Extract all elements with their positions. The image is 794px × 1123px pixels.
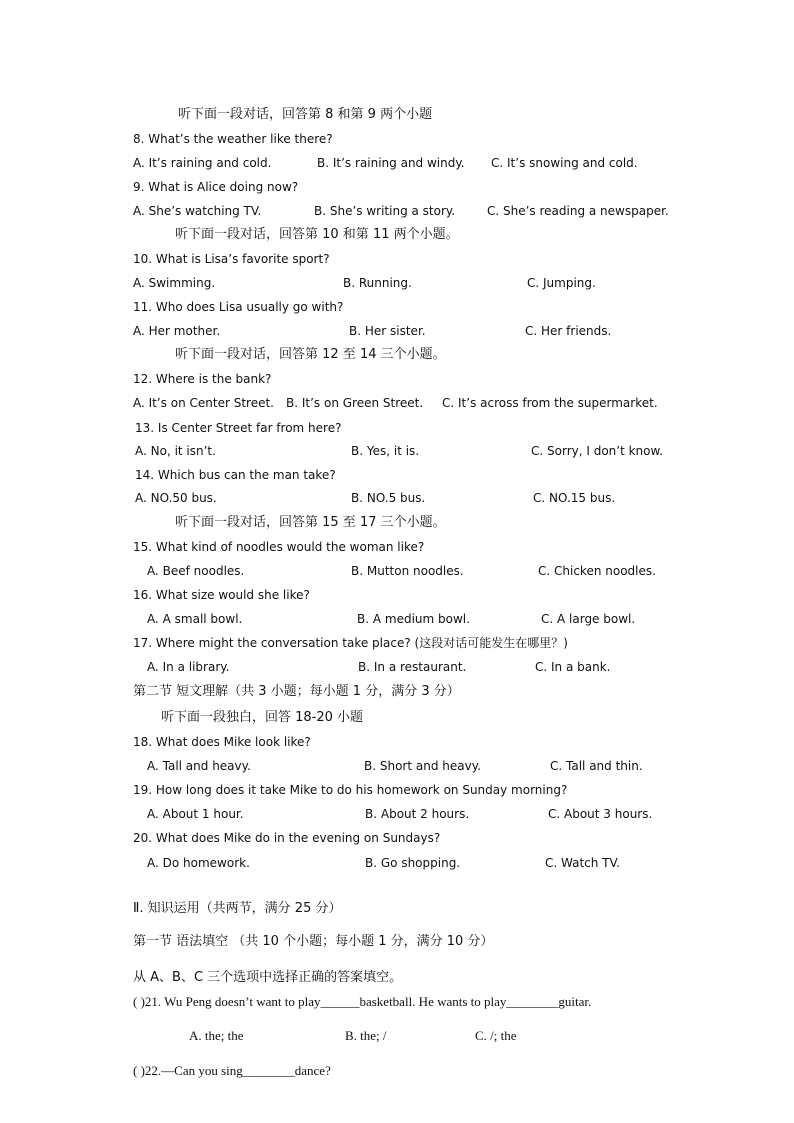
q8-option-c: C. It’s snowing and cold. [491, 156, 638, 170]
q19-option-c: C. About 3 hours. [548, 807, 653, 821]
q9-option-b: B. She’s writing a story. [314, 204, 456, 218]
q17-option-c: C. In a bank. [535, 660, 611, 674]
q14-option-b: B. NO.5 bus. [351, 491, 426, 505]
q11-option-c: C. Her friends. [525, 324, 612, 338]
question-9: 9. What is Alice doing now? [133, 180, 299, 194]
q18-option-b: B. Short and heavy. [364, 759, 481, 773]
q13-option-a: A. No, it isn’t. [135, 444, 216, 458]
q12-option-a: A. It’s on Center Street. [133, 396, 274, 410]
intro-10-11: 听下面一段对话，回答第 10 和第 11 两个小题。 [175, 227, 459, 242]
question-20: 20. What does Mike do in the evening on Sundays? [133, 831, 441, 845]
q8-option-b: B. It’s raining and windy. [317, 156, 465, 170]
q11-option-b: B. Her sister. [349, 324, 426, 338]
section2-title: 第二节 短文理解（共 3 小题；每小题 1 分，满分 3 分） [133, 684, 460, 699]
question-12: 12. Where is the bank? [133, 372, 272, 386]
q10-option-b: B. Running. [343, 276, 412, 290]
q12-option-c: C. It’s across from the supermarket. [442, 396, 658, 410]
q18-option-a: A. Tall and heavy. [147, 759, 251, 773]
q18-option-c: C. Tall and thin. [550, 759, 643, 773]
question-17: 17. Where might the conversation take place? (这段对话可能发生在哪里？) [133, 636, 568, 650]
intro-15-17: 听下面一段对话，回答第 15 至 17 三个小题。 [175, 515, 446, 530]
question-15: 15. What kind of noodles would the woman like? [133, 540, 425, 554]
q20-option-a: A. Do homework. [147, 856, 250, 870]
q9-option-c: C. She’s reading a newspaper. [487, 204, 669, 218]
question-10: 10. What is Lisa’s favorite sport? [133, 252, 330, 266]
q12-option-b: B. It’s on Green Street. [286, 396, 424, 410]
q16-option-a: A. A small bowl. [147, 612, 243, 626]
question-8: 8. What’s the weather like there? [133, 132, 333, 146]
q19-option-b: B. About 2 hours. [365, 807, 470, 821]
q19-option-a: A. About 1 hour. [147, 807, 244, 821]
q10-option-c: C. Jumping. [527, 276, 596, 290]
question-14: 14. Which bus can the man take? [135, 468, 336, 482]
q15-option-b: B. Mutton noodles. [351, 564, 464, 578]
q20-option-b: B. Go shopping. [365, 856, 461, 870]
question-16: 16. What size would she like? [133, 588, 310, 602]
q17-option-a: A. In a library. [147, 660, 230, 674]
intro-12-14: 听下面一段对话，回答第 12 至 14 三个小题。 [175, 347, 446, 362]
q13-option-b: B. Yes, it is. [351, 444, 420, 458]
q10-option-a: A. Swimming. [133, 276, 216, 290]
q8-option-a: A. It’s raining and cold. [133, 156, 272, 170]
q17-option-b: B. In a restaurant. [358, 660, 467, 674]
q14-option-a: A. NO.50 bus. [135, 491, 217, 505]
q14-option-c: C. NO.15 bus. [533, 491, 616, 505]
q16-option-c: C. A large bowl. [541, 612, 636, 626]
q15-option-a: A. Beef noodles. [147, 564, 245, 578]
q21-option-b: B. the; / [345, 1028, 387, 1043]
q13-option-c: C. Sorry, I don’t know. [531, 444, 664, 458]
q16-option-b: B. A medium bowl. [357, 612, 470, 626]
question-13: 13. Is Center Street far from here? [135, 421, 342, 435]
question-22: ( )22.—Can you sing________dance? [133, 1063, 331, 1078]
section1-title: 第一节 语法填空 （共 10 个小题；每小题 1 分，满分 10 分） [133, 934, 494, 949]
intro-8-9: 听下面一段对话，回答第 8 和第 9 两个小题 [178, 107, 433, 122]
q15-option-c: C. Chicken noodles. [538, 564, 656, 578]
part2-title: Ⅱ. 知识运用（共两节，满分 25 分） [133, 901, 342, 916]
question-11: 11. Who does Lisa usually go with? [133, 300, 344, 314]
q20-option-c: C. Watch TV. [545, 856, 620, 870]
question-19: 19. How long does it take Mike to do his homework on Sunday morning? [133, 783, 568, 797]
question-21: ( )21. Wu Peng doesn’t want to play______basketball. He wants to play________guitar. [133, 994, 592, 1009]
q11-option-a: A. Her mother. [133, 324, 221, 338]
question-18: 18. What does Mike look like? [133, 735, 311, 749]
choice-instruction: 从 A、B、C 三个选项中选择正确的答案填空。 [133, 970, 403, 985]
q21-option-c: C. /; the [475, 1028, 517, 1043]
intro-18-20: 听下面一段独白，回答 18-20 小题 [161, 710, 364, 725]
q21-option-a: A. the; the [189, 1028, 244, 1043]
q9-option-a: A. She’s watching TV. [133, 204, 262, 218]
